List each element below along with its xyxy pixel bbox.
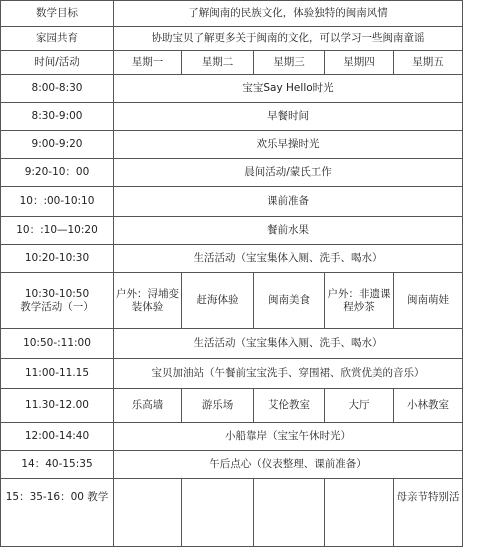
- partial-cell: [325, 479, 394, 547]
- goal-label: 数学目标: [1, 1, 114, 27]
- area-cell: 小林教室: [394, 389, 463, 423]
- teaching-cell: 户外：浔埔变装体验: [114, 273, 182, 329]
- activity-cell: 生活活动（宝宝集体入厕、洗手、喝水）: [114, 329, 463, 359]
- day-header: 星期一: [114, 51, 182, 75]
- goal-row: [1, 1, 463, 27]
- teaching-row: [1, 273, 463, 329]
- teaching-time-cell: [1, 273, 114, 329]
- time-cell: 8:00-8:30: [1, 75, 114, 103]
- teaching-time: 10:30-10:50: [24, 287, 90, 300]
- schedule-row: [1, 75, 463, 103]
- column-header-row: [1, 51, 463, 75]
- activity-cell: 餐前水果: [114, 217, 463, 245]
- teaching-label: 教学活动（一）: [20, 300, 94, 313]
- day-header: 星期四: [325, 51, 394, 75]
- time-cell: 8:30-9:00: [1, 103, 114, 131]
- schedule-row: [1, 245, 463, 273]
- schedule-row: [1, 187, 463, 217]
- time-cell: 11.30-12.00: [1, 389, 114, 423]
- schedule-row: [1, 131, 463, 159]
- area-cell: 大厅: [325, 389, 394, 423]
- activity-cell: 生活活动（宝宝集体入厕、洗手、喝水）: [114, 245, 463, 273]
- home-text: 协助宝贝了解更多关于闽南的文化，可以学习一些闽南童谣: [114, 27, 463, 51]
- teaching-cell: 户外：非遗课程炒茶: [325, 273, 394, 329]
- area-cell: 乐高墙: [114, 389, 182, 423]
- time-cell: 14：40-15:35: [1, 451, 114, 479]
- schedule-row: [1, 329, 463, 359]
- time-cell: 9:00-9:20: [1, 131, 114, 159]
- home-label: 家园共育: [1, 27, 114, 51]
- schedule-row: [1, 103, 463, 131]
- activity-cell: 晨间活动/蒙氏工作: [114, 159, 463, 187]
- activity-cell: 小船靠岸（宝宝午休时光）: [114, 423, 463, 451]
- activity-cell: 欢乐早操时光: [114, 131, 463, 159]
- home-row: [1, 27, 463, 51]
- goal-text: 了解闽南的民族文化，体验独特的闽南风情: [114, 1, 463, 27]
- time-cell: 10：:10—10:20: [1, 217, 114, 245]
- time-cell: 9:20-10：00: [1, 159, 114, 187]
- schedule-row: [1, 159, 463, 187]
- activity-cell: 宝贝加油站（午餐前宝宝洗手、穿围裙、欣赏优美的音乐）: [114, 359, 463, 389]
- schedule-row: [1, 359, 463, 389]
- day-header: 星期五: [394, 51, 463, 75]
- partial-time-cell: 15：35-16：00 教学: [1, 479, 114, 547]
- teaching-cell: 赶海体验: [182, 273, 254, 329]
- time-column-header: 时间/活动: [1, 51, 114, 75]
- teaching-cell: 闽南萌娃: [394, 273, 463, 329]
- time-cell: 10：:00-10:10: [1, 187, 114, 217]
- teaching-cell: 闽南美食: [254, 273, 325, 329]
- area-row: [1, 389, 463, 423]
- activity-cell: 早餐时间: [114, 103, 463, 131]
- day-header: 星期三: [254, 51, 325, 75]
- partial-cell: [254, 479, 325, 547]
- area-cell: 艾伦教室: [254, 389, 325, 423]
- activity-cell: 课前准备: [114, 187, 463, 217]
- day-header: 星期二: [182, 51, 254, 75]
- area-cell: 游乐场: [182, 389, 254, 423]
- schedule-row: [1, 423, 463, 451]
- time-cell: 12:00-14:40: [1, 423, 114, 451]
- schedule-row: [1, 451, 463, 479]
- schedule-row: [1, 217, 463, 245]
- partial-cell: [182, 479, 254, 547]
- time-cell: 11:00-11.15: [1, 359, 114, 389]
- partial-friday-cell: 母亲节特别活: [394, 479, 463, 547]
- partial-cell: [114, 479, 182, 547]
- time-cell: 10:50-:11:00: [1, 329, 114, 359]
- activity-cell: 宝宝Say Hello时光: [114, 75, 463, 103]
- time-cell: 10:20-10:30: [1, 245, 114, 273]
- partial-row: [1, 479, 463, 547]
- activity-cell: 午后点心（仪表整理、课前准备）: [114, 451, 463, 479]
